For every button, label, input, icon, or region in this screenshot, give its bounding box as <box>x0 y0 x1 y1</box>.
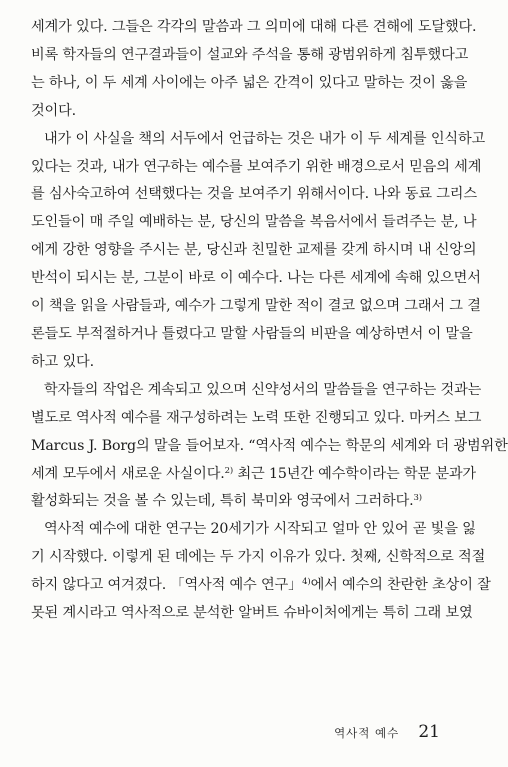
running-title: 역사적 예수 <box>334 726 400 740</box>
body-line: 반석이 되시는 분, 그분이 바로 이 예수다. 나는 다른 세계에 속해 있으면서 <box>31 270 481 287</box>
body-line: 세계가 있다. 그들은 각각의 말씀과 그 의미에 대해 다른 견해에 도달했다. <box>31 19 477 35</box>
body-line: 것이다. <box>31 102 77 119</box>
body-text <box>31 14 508 628</box>
footnote-ref: 3) <box>413 493 422 504</box>
body-line: 하고 있다. <box>31 353 94 370</box>
body-line: 있다는 것과, 내가 연구하는 예수를 보여주기 위한 배경으로서 믿음의 세계 <box>31 158 482 175</box>
body-line: 못된 계시라고 역사적으로 분석한 알버트 슈바이처에게는 특히 그래 보였 <box>31 605 473 622</box>
body-line: 내가 이 사실을 책의 서두에서 언급하는 것은 내가 이 두 세계를 인식하고 <box>44 130 486 147</box>
body-text-segment: 활성화되는 것을 볼 수 있는데, 특히 북미와 영국에서 그러하다. <box>31 493 414 510</box>
footnote-ref: 2) <box>224 465 234 476</box>
body-line <box>31 461 476 489</box>
body-line: 는 하나, 이 두 세계 사이에는 아주 넓은 간격이 있다고 말하는 것이 옳을 <box>31 74 468 91</box>
footnote-ref: 4) <box>302 577 311 588</box>
body-text-segment: 최근 15년간 예수학이라는 학문 분과가 <box>233 465 476 482</box>
body-line <box>31 572 491 600</box>
page-footer <box>334 722 440 742</box>
body-line: 기 시작했다. 이렇게 된 데에는 두 가지 이유가 있다. 첫째, 신학적으로 적절 <box>31 549 486 566</box>
body-line: 비록 학자들의 연구결과들이 설교와 주석을 통해 광범위하게 침투했다고 <box>31 46 469 63</box>
body-text-segment: 에서 예수의 찬란한 초상이 잘 <box>310 577 491 594</box>
body-text-segment: 하지 않다고 여겨졌다. 「역사적 예수 연구」 <box>31 577 303 594</box>
body-text-segment: 세계 모두에서 새로운 사실이다. <box>31 465 225 482</box>
body-line: 론들도 부적절하거나 틀렸다고 말할 사람들의 비판을 예상하면서 이 말을 <box>31 325 473 342</box>
body-line <box>31 488 443 516</box>
body-line: 를 심사숙고하여 선택했다는 것을 보여주기 위해서이다. 나와 동료 그리스 <box>31 186 477 203</box>
page-number: 21 <box>418 722 440 742</box>
body-line: 에게 강한 영향을 주시는 분, 당신과 친밀한 교제를 갖게 하시며 내 신앙의 <box>31 242 477 259</box>
body-line: Marcus J. Borg의 말을 들어보자. “역사적 예수는 학문의 세계와 더 광범위한 <box>31 437 508 454</box>
body-line: 학자들의 작업은 계속되고 있으며 신약성서의 말씀들을 연구하는 것과는 <box>44 381 482 398</box>
body-line: 별도로 역사적 예수를 재구성하려는 노력 또한 진행되고 있다. 마커스 보그 <box>31 409 482 426</box>
body-line: 역사적 예수에 대한 연구는 20세기가 시작되고 얼마 안 있어 곧 빛을 잃 <box>44 521 476 538</box>
body-line: 이 책을 읽을 사람들과, 예수가 그렇게 말한 적이 결코 없으며 그래서 그 결 <box>31 298 481 315</box>
body-line: 도인들이 매 주일 예배하는 분, 당신의 말씀을 복음서에서 들려주는 분, 나 <box>31 214 477 231</box>
